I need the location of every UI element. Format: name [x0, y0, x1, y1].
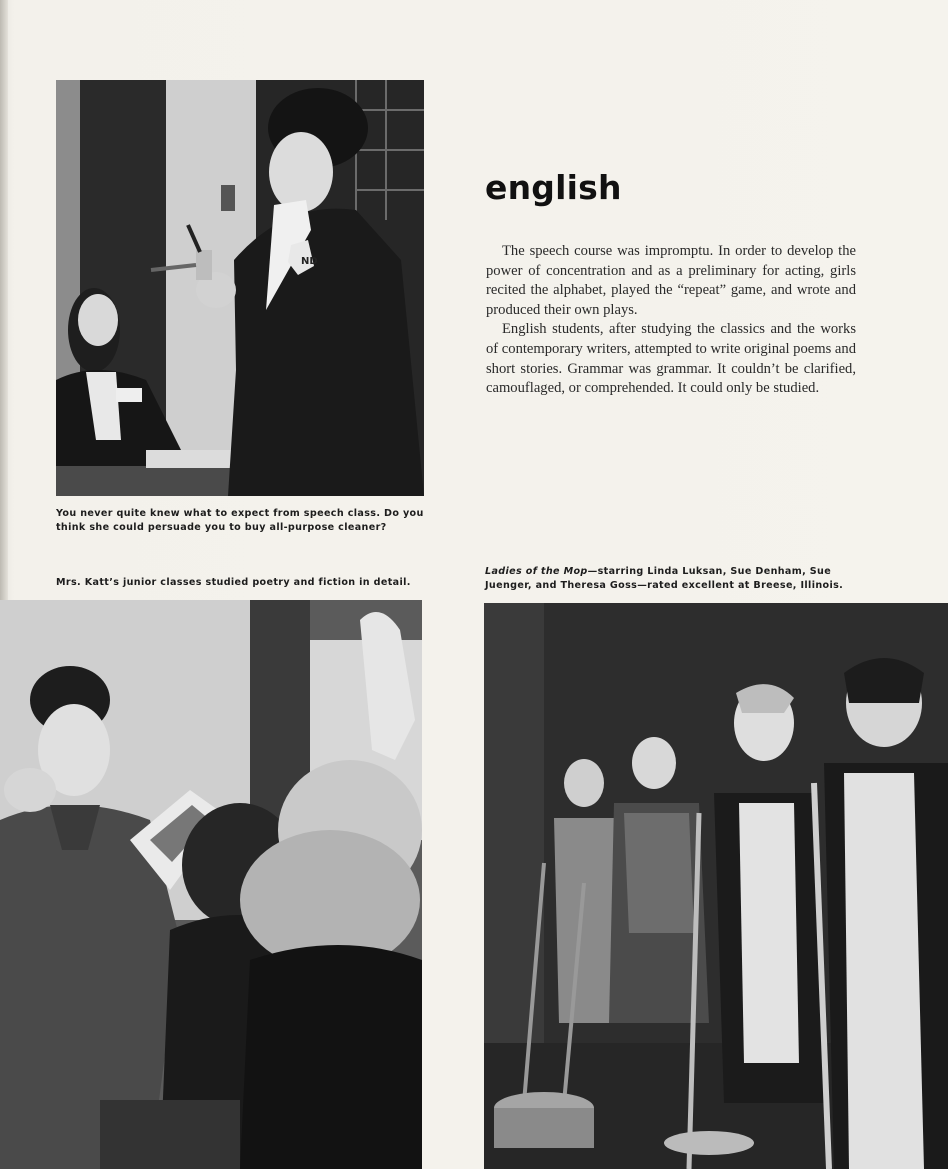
body-paragraph-2: English students, after studying the classics and the works of contemporary writers, attempted to write original poems and short stories. Grammar was grammar. It couldn’t be clarified, camouflaged, or comprehended. It could only be studied.: [486, 321, 857, 397]
speech-photo-caption: You never quite knew what to expect from speech class. Do you think she could persuade you to buy all-purpose cleaner?: [56, 508, 424, 533]
poetry-photo-caption: Mrs. Katt’s junior classes studied poetry and fiction in detail.: [56, 577, 411, 588]
poetry-class-photo: [0, 600, 422, 1169]
play-cast-photo: [484, 603, 948, 1169]
play-caption-rest: —starring Linda Luksan, Sue Denham, Sue Juenger, and Theresa Goss—rated excellent at Breese, Illinois.: [485, 566, 844, 591]
play-title: Ladies of the Mop: [485, 566, 588, 577]
section-title: english: [485, 168, 622, 207]
badge-text: ND: [301, 256, 318, 267]
play-photo-caption: [485, 565, 857, 592]
speech-class-photo: [56, 80, 424, 496]
article-body: [486, 242, 856, 399]
body-paragraph-1: The speech course was impromptu. In order to develop the power of concentration and as a preliminary for acting, girls recited the alphabet, played the “repeat” game, and wrote and produced their own plays.: [486, 243, 856, 318]
